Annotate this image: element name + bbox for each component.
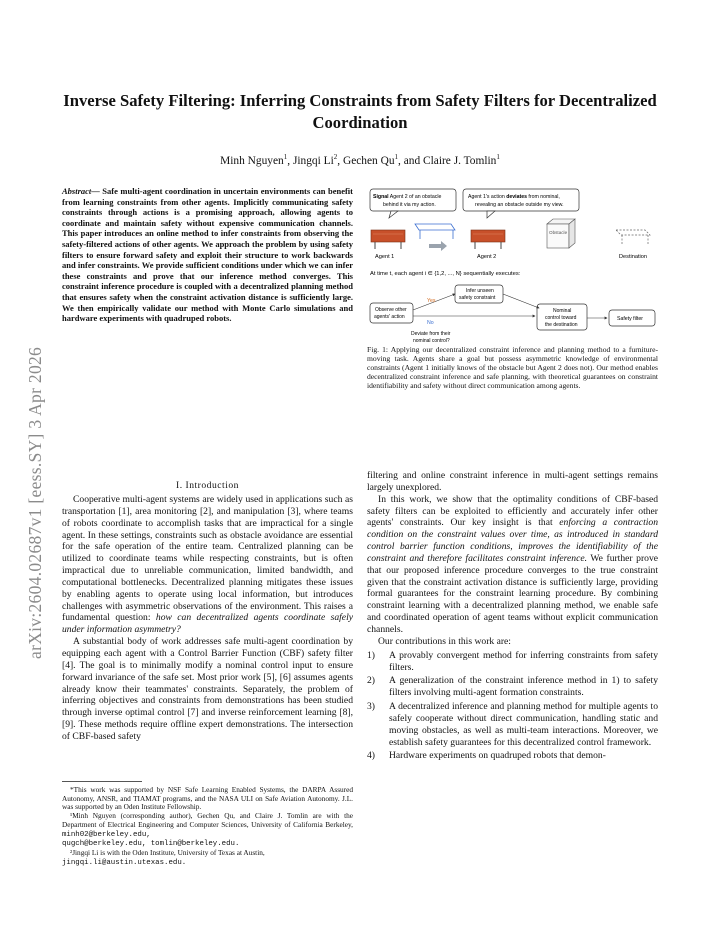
svg-text:Infer unseen: Infer unseen xyxy=(466,288,494,294)
svg-text:Safety filter: Safety filter xyxy=(617,316,643,322)
move-arrow-icon xyxy=(429,241,447,251)
table-icon xyxy=(415,224,455,239)
agent-2-label: Agent 2 xyxy=(477,254,497,260)
abstract-label: Abstract xyxy=(62,186,92,196)
svg-text:agents' action: agents' action xyxy=(374,314,405,320)
svg-text:revealing an obstacle outside: revealing an obstacle outside my view. xyxy=(475,202,564,208)
list-item: 4) Hardware experiments on quadruped robots that demon- xyxy=(367,750,606,762)
box-observe xyxy=(370,303,413,323)
intro-text xyxy=(62,494,353,743)
paragraph: filtering and online constraint inference in multi-agent settings remains largely unexplored. xyxy=(367,470,658,493)
footnote: ²Jingqi Li is with the Oden Institute, University of Texas at Austin, jingqi.li@austin.utexas.edu. xyxy=(62,847,265,867)
author-list: Minh Nguyen$^1$, Jingqi Li$^2$, Gechen Qu$^1$, and Claire J. Tomlin$^1$ xyxy=(220,153,500,167)
author-name: Claire J. Tomlin xyxy=(423,154,497,167)
no-label: No xyxy=(427,320,434,326)
agent-1-robot xyxy=(371,230,405,249)
key-insight: enforcing a contraction condition on the constraint values over time, as introduced in standard control barrier function conditions, improves the identifiability of the constraint and therefore facilitates constraint inference. xyxy=(367,517,658,564)
research-question: how can decentralized agents coordinate safely under information asymmetry? xyxy=(62,612,353,636)
agent-1-label: Agent 1 xyxy=(375,254,395,260)
paragraph: Our contributions in this work are: xyxy=(378,635,511,647)
footnote: ¹Minh Nguyen (corresponding author), Gechen Qu, and Claire J. Tomlin are with the Department of Electrical Engineering and Computer Sciences, University of California Berkeley, minh02@berkeley.edu, qugch@berkeley.edu, tomlin@berkeley.edu. xyxy=(62,811,353,849)
author-name: Jingqi Li xyxy=(292,154,334,167)
author-name: Gechen Qu xyxy=(342,154,395,167)
list-item: 2) A generalization of the constraint inference method in 1) to safety filters involving multi-agent formation constraints. xyxy=(367,675,658,699)
abstract: Abstract— Safe multi-agent coordination in uncertain environments can benefit from learning constraints from other agents. Implicitly communicating safety constraints through actions is a promising approach, allowing agents to coordinate and maintain safety without expensive communication channels. This paper introduces an online method to infer constraints from observing the safety-filtered actions of other agents. We approach the problem by using safety filters to ensure forward safety and exploit their structure to work backwards and infer constraints. We provide sufficient conditions under which we can infer these constraints and prove that our inference method converges. This constraint inference procedure is coupled with a decentralized planning method that ensures safety when the constraint activation distance is sufficiently large. We then empirically validate our method with Monte Carlo simulations and hardware experiments with quadruped robots. xyxy=(62,186,353,324)
svg-text:the destination: the destination xyxy=(545,322,578,328)
destination-label: Destination xyxy=(619,254,647,260)
svg-text:behind it via my action.: behind it via my action. xyxy=(383,202,436,208)
svg-text:Nominal: Nominal xyxy=(553,308,572,314)
section-heading: I. Introduction xyxy=(176,480,239,491)
footnote-rule xyxy=(62,781,142,782)
svg-text:control toward: control toward xyxy=(545,315,577,321)
abstract-text: Safe multi-agent coordination in uncertain environments can benefit from learning constraints from other agents. Implicitly communicating safety constraints through actions is a promising approach, allowing agents to coordinate and maintain safety without expensive communication channels. This paper introduces an online method to infer constraints from observing the safety-filtered actions of other agents. We approach the problem by using safety filters to ensure forward safety and exploit their structure to work backwards and infer constraints. We provide sufficient conditions under which we can infer these constraints and prove that our inference method converges. This constraint inference procedure is coupled with a decentralized planning method that ensures safety when the constraint activation distance is sufficiently large. We then empirically validate our method with Monte Carlo simulations and hardware experiments with quadruped robots. xyxy=(62,186,353,324)
figure-diagram xyxy=(367,186,658,346)
email-link[interactable]: qugch@berkeley.edu, tomlin@berkeley.edu. xyxy=(62,840,240,849)
time-step-text: At time t, each agent i ∈ {1,2, ..., N} sequentially executes: xyxy=(370,271,521,277)
paragraph: Cooperative multi-agent systems are widely used in applications such as transportation [1], area monitoring [2], and manipulation [3], where teams of robots coordinate to accomplish tasks that are impractical for a single agent. In these settings, constraints such as obstacle avoidance are essential for the safe operation of the entire team. Centralized planning can be utilized to coordinate teams while respecting constraints, but is often impractical due to unreliable communication, limited bandwidth, and computational bottlenecks. Decentralized planning mitigates these issues by enabling agents to operate using local information, but introduces challenges with asymmetric observations of the environment. This raises a fundamental question: how can decentralized agents coordinate safely under information asymmetry? xyxy=(62,494,353,636)
email-link[interactable]: minh02@berkeley.edu, xyxy=(62,830,151,839)
author-name: Minh Nguyen xyxy=(220,154,284,167)
paragraph: A substantial body of work addresses safe multi-agent coordination by equipping each agent with a Control Barrier Function (CBF) safety filter [4]. The goal is to minimally modify a nominal control input to ensure forward invariance of the safe set. Most prior work [5], [6] assumes agents already know their teammates' constraints. Separately, the problem of inferring objectives and constraints from demonstrations has been studied through inverse optimal control [7] and inverse reinforcement learning [8], [9]. These methods require offline expert demonstrations. The intersection of CBF-based safety xyxy=(62,636,353,742)
figure-caption: Fig. 1: Applying our decentralized constraint inference and planning method to a furniture-moving task. Agents share a goal but possess asymmetric knowledge of environmental constraints (Agent 1 initially knows of the obstacle but Agent 2 does not). Our method enables decentralized constraint inference and safe planning, with theoretical guarantees on constraint identifiability and safety without direct communication among agents. xyxy=(367,345,658,391)
svg-text:Agent 1's action deviates from: Agent 1's action deviates from nominal, xyxy=(468,194,560,200)
paragraph: In this work, we show that the optimality conditions of CBF-based safety filters can be exploited to efficiently and accurately infer other agents' constraints. Our key insight is that enforcing a contraction condition on the constraint values over time, as introduced in standard control barrier function conditions, improves the identifiability of the constraint and therefore facilitates constraint inference. We further prove that our proposed inference procedure converges to the true constraint given that the constraint activation distance is sufficiently large, providing formal guarantees for the constraint learning procedure. By combining constraint learning with a decentralized planning method, we enable safe and coordinated operation of agent teams without explicit communication channels. xyxy=(367,493,658,635)
list-item: 1) A provably convergent method for inferring constraints from safety filters. xyxy=(367,649,658,673)
figure-1 xyxy=(367,186,658,346)
destination-icon xyxy=(616,230,650,244)
svg-text:Signal Agent 2 of an obstacle: Signal Agent 2 of an obstacle xyxy=(373,194,442,200)
arxiv-stamp: arXiv:2604.02687v1 [eess.SY] 3 Apr 2026 xyxy=(25,346,45,660)
email-link[interactable]: jingqi.li@austin.utexas.edu. xyxy=(62,858,187,867)
svg-text:Observe other: Observe other xyxy=(375,307,407,313)
arrow-infer-nominal xyxy=(503,294,539,308)
footnotes xyxy=(62,786,353,867)
svg-text:safety constraint: safety constraint xyxy=(459,295,496,301)
list-item: 3) A decentralized inference and planning method for multiple agents to safely cooperate without direct communication, handling static and moving obstacles, as well as multi-team interactions. Moreover, we establish safety guarantees for this decentralized control framework. xyxy=(367,701,658,748)
deviate-question: Deviate from their xyxy=(411,331,451,337)
obstacle-label: Obstacle xyxy=(549,230,568,235)
paper-title: Inverse Safety Filtering: Inferring Constraints from Safety Filters for Decentralized Coordination xyxy=(63,91,657,132)
contribution-list xyxy=(367,650,658,763)
right-column-text xyxy=(367,470,658,762)
agent-2-robot xyxy=(471,230,505,249)
footnote: *This work was supported by NSF Safe Learning Enabled Systems, the DARPA Assured Autonomy, ANSR, and TIAMAT programs, and the NASA ULI on Safe Aviation Autonomy. J.L. was supported by an Oden Institute Fellowship. xyxy=(62,785,353,812)
yes-label: Yes xyxy=(427,298,436,304)
svg-text:nominal control?: nominal control? xyxy=(413,338,450,344)
